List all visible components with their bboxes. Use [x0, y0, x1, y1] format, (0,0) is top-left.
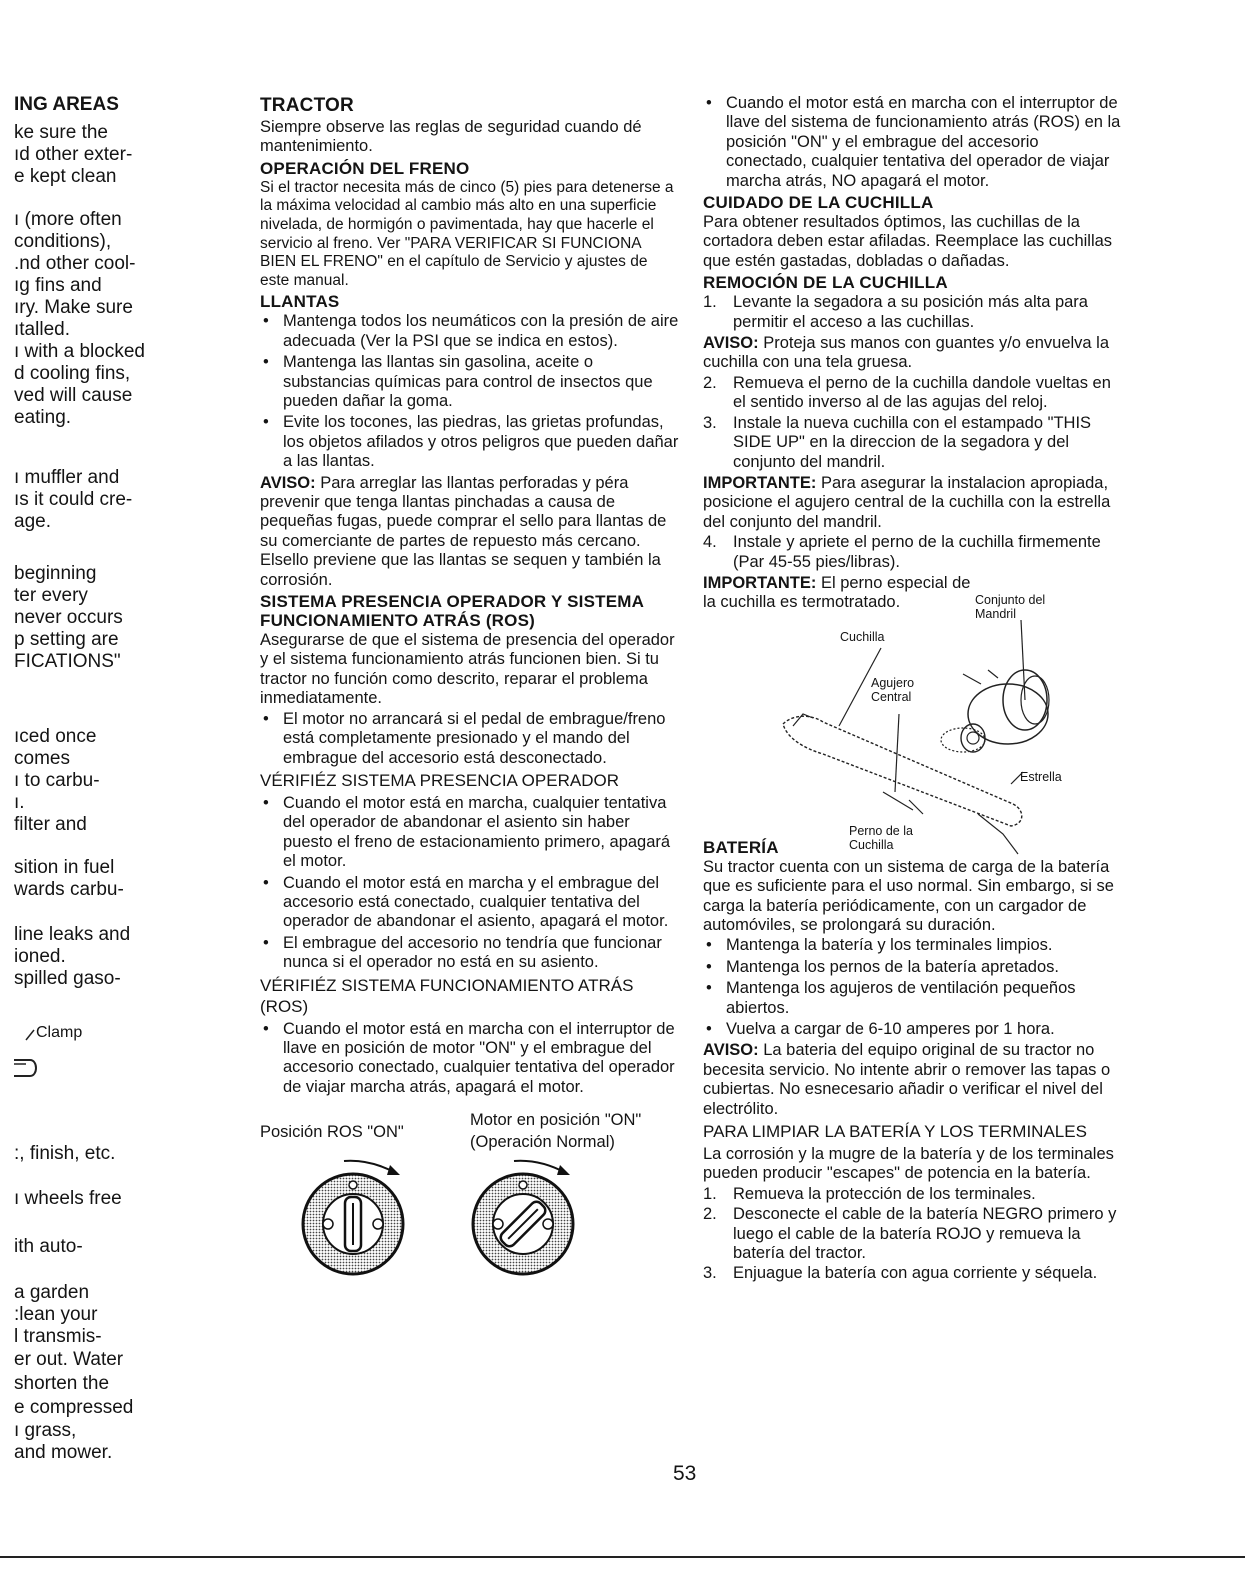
ros-on-label: Posición ROS "ON"	[260, 1123, 404, 1142]
left-fragment: wards carbu-	[14, 879, 124, 900]
motor-on-label-1: Motor en posición "ON"	[470, 1111, 642, 1130]
diagram-label-mandrel: Conjunto del	[975, 592, 1046, 607]
left-fragment: l transmis-	[14, 1326, 102, 1347]
verify-presence-list	[260, 794, 680, 973]
right-column	[703, 94, 1123, 1286]
bottom-rule	[0, 1556, 1245, 1558]
diagram-label-hole: Central	[871, 689, 912, 704]
left-fragment: ı to carbu-	[14, 770, 100, 791]
left-fragment: ı wheels free	[14, 1188, 122, 1209]
left-fragment: a garden	[14, 1282, 90, 1303]
arrow-icon	[510, 1155, 580, 1181]
key-switch-on-icon	[470, 1171, 576, 1277]
tires-heading: LLANTAS	[260, 292, 340, 312]
left-fragment: d cooling fins,	[14, 363, 131, 384]
presence-text: Asegurarse de que el sistema de presencia del operador y el sistema funcionamiento atrás funcionen bien. Si tu tractor no función como descrito, reparar el problema inmediatamente.	[260, 631, 675, 708]
list-item: 4. Instale y apriete el perno de la cuchilla firmemente (Par 45-55 pies/libras).	[703, 533, 1101, 571]
left-fragment: ı muffler and	[14, 467, 120, 488]
list-item: • Mantenga la batería y los terminales limpios.	[703, 936, 1123, 955]
blade-note: AVISO: Proteja sus manos con guantes y/o envuelva la cuchilla con una tela gruesa.	[703, 334, 1110, 372]
left-fragment: filter and	[14, 814, 87, 835]
left-fragment: conditions),	[14, 231, 112, 252]
list-item: 3. Enjuague la batería con agua corriente y séquela.	[703, 1264, 1098, 1283]
brake-text: Si el tractor necesita más de cinco (5) pies para detenerse a la máxima velocidad al cambio más alto en una superficie nivelada, de hormigón o pavimentada, hay que hacerle el servicio al freno. Ver "PARA VERIFICAR SI FUNCIONA BIEN EL FRENO" en el capítulo de Servicio y ajustes de este manual.	[260, 178, 674, 289]
left-fragment: line leaks and	[14, 924, 131, 945]
list-item: • Cuando el motor está en marcha, cualquier tentativa del operador de abandonar el asiento sin haber puesto el freno de estacionamiento primero, apagará el motor.	[260, 794, 680, 872]
blade-care-heading: CUIDADO DE LA CUCHILLA	[703, 193, 934, 213]
left-fragment: ıd other exter-	[14, 144, 133, 165]
list-item: 1. Remueva la protección de los terminales.	[703, 1184, 1036, 1203]
list-item: • Cuando el motor está en marcha y el embrague del accesorio está conectado, cualquier tentativa del operador de abandonar el asiento, apagará el motor.	[260, 874, 680, 932]
list-item: 3. Instale la nueva cuchilla con el estampado "THIS SIDE UP" en la direccion de la segadora y del conjunto del mandril.	[703, 413, 1092, 471]
list-item: • Mantenga los pernos de la batería apretados.	[703, 958, 1123, 977]
blade-assembly-drawing	[763, 614, 1093, 859]
left-fragment: FICATIONS"	[14, 651, 121, 672]
tires-note	[260, 474, 680, 590]
verify-presence-heading: VÉRIFIÉZ SISTEMA PRESENCIA OPERADOR	[260, 770, 619, 790]
diagram-label-mandrel: Mandril	[975, 606, 1016, 621]
note-label: AVISO:	[260, 473, 316, 492]
page-number: 53	[673, 1462, 697, 1485]
ros-bullet-list	[703, 94, 1123, 191]
clamp-illustration	[14, 1026, 74, 1086]
left-fragment: ved will cause	[14, 385, 133, 406]
left-fragment: :, finish, etc.	[14, 1143, 116, 1164]
diagram-label-star: Estrella	[1020, 769, 1062, 784]
left-fragment: ter every	[14, 585, 88, 606]
left-fragment: e compressed	[14, 1397, 134, 1418]
blade-removal-heading: REMOCIÓN DE LA CUCHILLA	[703, 273, 948, 293]
battery-list	[703, 936, 1123, 1039]
diagram-label-bolt: Perno de la	[849, 823, 913, 838]
blade-care-text: Para obtener resultados óptimos, las cuchillas de la cortadora deben estar afiladas. Reemplace las cuchillas que estén gastadas, dobladas o dañadas.	[703, 213, 1113, 270]
left-fragment: p setting are	[14, 629, 119, 650]
section-title-tractor: TRACTOR	[260, 95, 354, 116]
list-item: • Vuelva a cargar de 6-10 amperes por 1 hora.	[703, 1020, 1123, 1039]
left-fragment: ı (more often	[14, 209, 122, 230]
list-item: 2. Remueva el perno de la cuchilla dandole vueltas en el sentido inverso al de las agujas del reloj.	[703, 373, 1111, 412]
battery-heading: BATERÍA	[703, 837, 779, 857]
left-fragment: ı with a blocked	[14, 341, 145, 362]
list-item: • Mantenga las llantas sin gasolina, aceite o substancias químicas para control de insectos que pueden dañar la goma.	[260, 353, 680, 411]
left-fragment: beginning	[14, 563, 97, 584]
battery-note: AVISO: La bateria del equipo original de su tractor no becesita servicio. No intente abrir o remover las tapas o cubiertas. No esnecesario añadir o verificar el nivel del electrólito.	[703, 1041, 1111, 1118]
left-fragment: age.	[14, 511, 51, 532]
list-item: 2. Desconecte el cable de la batería NEGRO primero y luego el cable de la batería ROJO y remueva la batería del tractor.	[703, 1205, 1117, 1263]
middle-column	[260, 94, 680, 1299]
battery-clean-steps	[703, 1185, 1123, 1284]
left-fragment: ING AREAS	[14, 94, 119, 115]
left-fragment: never occurs	[14, 607, 123, 628]
motor-on-label-2: (Operación Normal)	[470, 1133, 615, 1152]
blade-removal-steps	[703, 374, 1123, 472]
left-fragment: ıced once	[14, 726, 97, 747]
left-fragment: ıs it could cre-	[14, 489, 133, 510]
blade-removal-steps	[703, 293, 1123, 332]
diagram-label-blade: Cuchilla	[840, 629, 885, 644]
list-item: • Cuando el motor está en marcha con el interruptor de llave del sistema de funcionamiento atrás (ROS) en la posición "ON" y el embrague del accesorio conectado, cualquier tentativa del operador de viajar marcha atrás, NO apagará el motor.	[703, 94, 1123, 191]
left-fragment: eating.	[14, 407, 72, 428]
left-fragment: and mower.	[14, 1442, 113, 1463]
key-switch-ros-icon	[300, 1171, 406, 1277]
left-fragment: ı grass,	[14, 1420, 77, 1441]
left-fragment: shorten the	[14, 1373, 110, 1394]
arrow-icon	[340, 1155, 410, 1181]
list-item: 1. Levante la segadora a su posición más alta para permitir el acceso a las cuchillas.	[703, 293, 1088, 331]
left-fragment: sition in fuel	[14, 857, 115, 878]
left-fragment: ioned.	[14, 946, 66, 967]
list-item: • Mantenga todos los neumáticos con la presión de aire adecuada (Ver la PSI que se indica en estos).	[260, 312, 680, 351]
note-text: Para arreglar las llantas perforadas y péra prevenir que tenga llantas pinchadas a causa de pequeñas fugas, puede comprar el sello para llantas de su comerciante de partes de repuesto más cercano. Elsello previene que las llantas se sequen y también la corrosión.	[260, 473, 667, 589]
blade-important: IMPORTANTE: Para asegurar la instalacion apropiada, posicione el agujero central de la cuchilla con la estrella del conjunto del mandril.	[703, 473, 1111, 531]
clamp-label: Clamp	[36, 1024, 83, 1041]
list-item: • Cuando el motor está en marcha con el interruptor de llave en posición de motor "ON" y el embrague del accesorio conectado, cualquier tentativa del operador de viajar marcha atrás, apagará el motor.	[260, 1020, 680, 1098]
presence-heading: SISTEMA PRESENCIA OPERADOR Y SISTEMA FUNCIONAMIENTO ATRÁS (ROS)	[260, 592, 644, 631]
left-fragment: comes	[14, 748, 70, 769]
left-fragment: .nd other cool-	[14, 253, 136, 274]
list-item: • El embrague del accesorio no tendría que funcionar nunca si el operador no está en su asiento.	[260, 934, 680, 973]
left-fragment: ith auto-	[14, 1236, 83, 1257]
list-item: • El motor no arrancará si el pedal de embrague/freno está completamente presionado y el mando del embrague del accesorio está desconectado.	[260, 710, 680, 768]
left-fragment: ke sure the	[14, 122, 108, 143]
battery-text: Su tractor cuenta con un sistema de carga de la batería que es suficiente para el uso normal. Sin embargo, si se carga la batería periódicamente, con un cargador de automóviles, se prolongará su duración.	[703, 857, 1114, 934]
battery-clean-text: La corrosión y la mugre de la batería y de los terminales pueden producir "escapes" de potencia en la batería.	[703, 1145, 1114, 1183]
left-fragment: e kept clean	[14, 166, 117, 187]
verify-ros-heading: VÉRIFIÉZ SISTEMA FUNCIONAMIENTO ATRÁS (ROS)	[260, 975, 634, 1016]
left-fragment: ıg fins and	[14, 275, 102, 296]
left-fragment: ıry. Make sure	[14, 297, 133, 318]
blade-removal-steps	[703, 533, 1123, 572]
tractor-intro: Siempre observe las reglas de seguridad cuando dé mantenimiento.	[260, 118, 642, 156]
list-item: • Mantenga los agujeros de ventilación pequeños abiertos.	[703, 979, 1123, 1018]
verify-ros-list	[260, 1020, 680, 1098]
list-item: • Evite los tocones, las piedras, las grietas profundas, los objetos afilados y otros peligros que pueden dañar a las llantas.	[260, 413, 680, 471]
brake-heading: OPERACIÓN DEL FRENO	[260, 158, 470, 178]
diagram-label-hole: Agujero	[871, 675, 915, 690]
left-fragment: ıtalled.	[14, 319, 70, 340]
diagram-label-bolt: Cuchilla	[849, 837, 894, 852]
left-fragment: :lean your	[14, 1304, 98, 1325]
battery-clean-heading: PARA LIMPIAR LA BATERÍA Y LOS TERMINALES	[703, 1122, 1087, 1142]
left-fragment: er out. Water	[14, 1349, 124, 1370]
blade-important-2: IMPORTANTE: El perno especial de la cuchilla es termotratado.	[703, 573, 971, 612]
key-switch-figure	[260, 1109, 680, 1299]
tires-list	[260, 312, 680, 471]
left-fragment: spilled gaso-	[14, 968, 121, 989]
presence-list	[260, 710, 680, 768]
left-fragment: ı.	[14, 792, 25, 813]
